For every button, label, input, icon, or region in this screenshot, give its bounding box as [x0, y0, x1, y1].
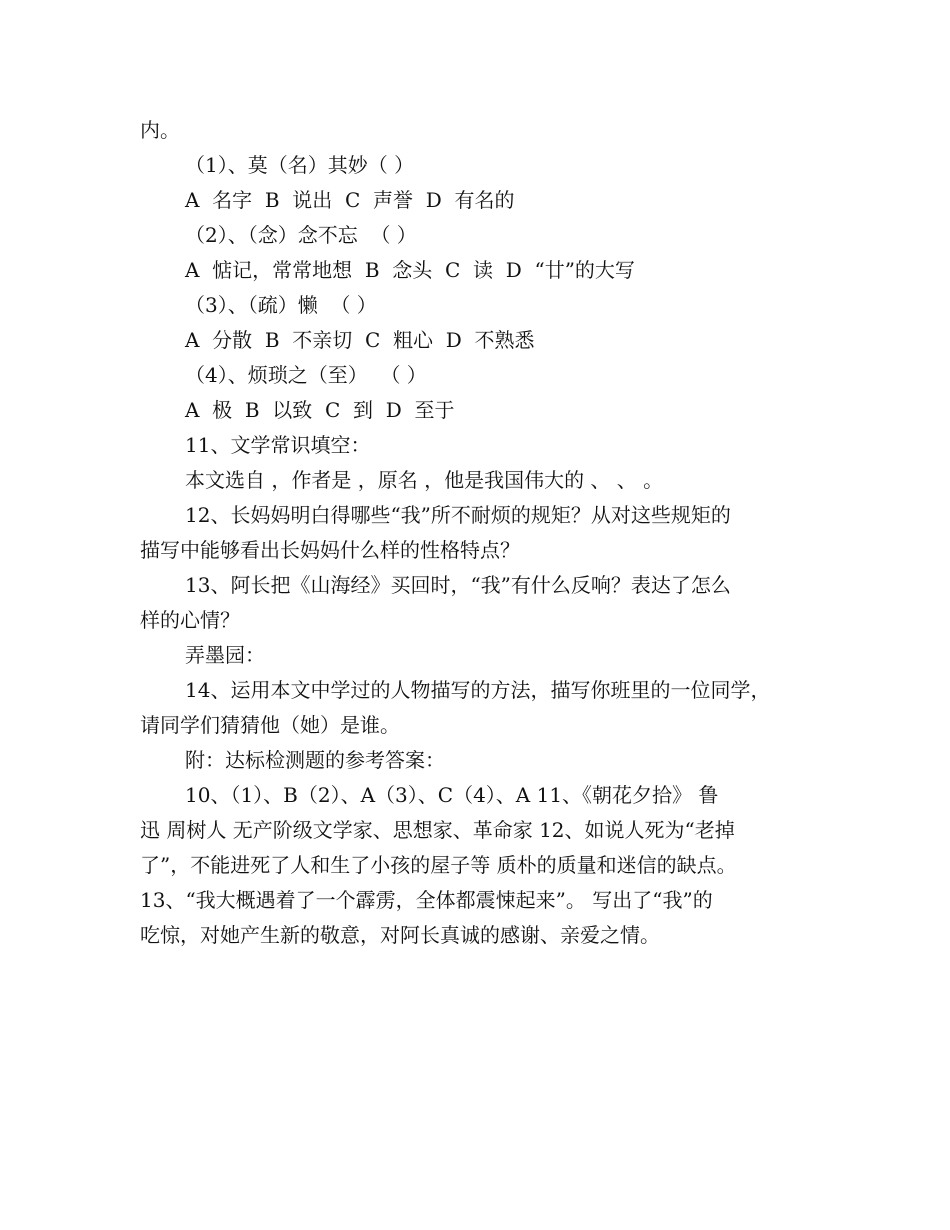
document-page	[140, 113, 820, 953]
question-10-item-2: （2）、（念）念不忘 （ ）	[185, 223, 417, 247]
answers-line-3: 了”，不能进死了人和生了小孩的屋子等 质朴的质量和迷信的缺点。	[140, 853, 737, 877]
question-10-item-1: （1）、莫（名）其妙（ ）	[185, 153, 415, 177]
answers-heading: 附：达标检测题的参考答案：	[185, 748, 445, 772]
question-14-line-2: 请同学们猜猜他（她）是谁。	[140, 713, 400, 737]
question-10-item-3: （3）、（疏）懒 （ ）	[185, 293, 377, 317]
question-12-line-2: 描写中能够看出长妈妈什么样的性格特点？	[140, 538, 520, 562]
section-heading-nongmoyuan: 弄墨园：	[185, 643, 265, 667]
answers-line-4: 13、“我大概遇着了一个霹雳，全体都震悚起来”。 写出了“我”的	[140, 888, 713, 912]
answers-line-5: 吃惊，对她产生新的敬意，对阿长真诚的感谢、亲爱之情。	[140, 923, 660, 947]
question-10-item-1-options: A 名字 B 说出 C 声誉 D 有名的	[185, 188, 515, 212]
question-12-line-1: 12、长妈妈明白得哪些“我”所不耐烦的规矩？从对这些规矩的	[185, 503, 731, 527]
answers-line-2: 迅 周树人 无产阶级文学家、思想家、革命家 12、如说人死为“老掉	[140, 818, 735, 842]
text-line-1: 内。	[140, 118, 180, 142]
question-14-line-1: 14、运用本文中学过的人物描写的方法，描写你班里的一位同学，	[185, 678, 771, 702]
question-11-heading: 11、文学常识填空：	[185, 433, 371, 457]
question-13-line-2: 样的心情？	[140, 608, 240, 632]
question-10-item-3-options: A 分散 B 不亲切 C 粗心 D 不熟悉	[185, 328, 535, 352]
question-13-line-1: 13、阿长把《山海经》买回时，“我”有什么反响？表达了怎么	[185, 573, 731, 597]
question-10-item-4-options: A 极 B 以致 C 到 D 至于	[185, 398, 455, 422]
question-10-item-4: （4）、烦琐之（至） （ ）	[185, 363, 427, 387]
question-10-item-2-options: A 惦记，常常地想 B 念头 C 读 D “廿”的大写	[185, 258, 635, 282]
answers-line-1: 10、（1）、B（2）、A（3）、C（4）、A 11、《朝花夕拾》 鲁	[185, 783, 719, 807]
question-11-blanks: 本文选自 ，作者是 ，原名 ，他是我国伟大的 、 、 。	[185, 468, 664, 492]
